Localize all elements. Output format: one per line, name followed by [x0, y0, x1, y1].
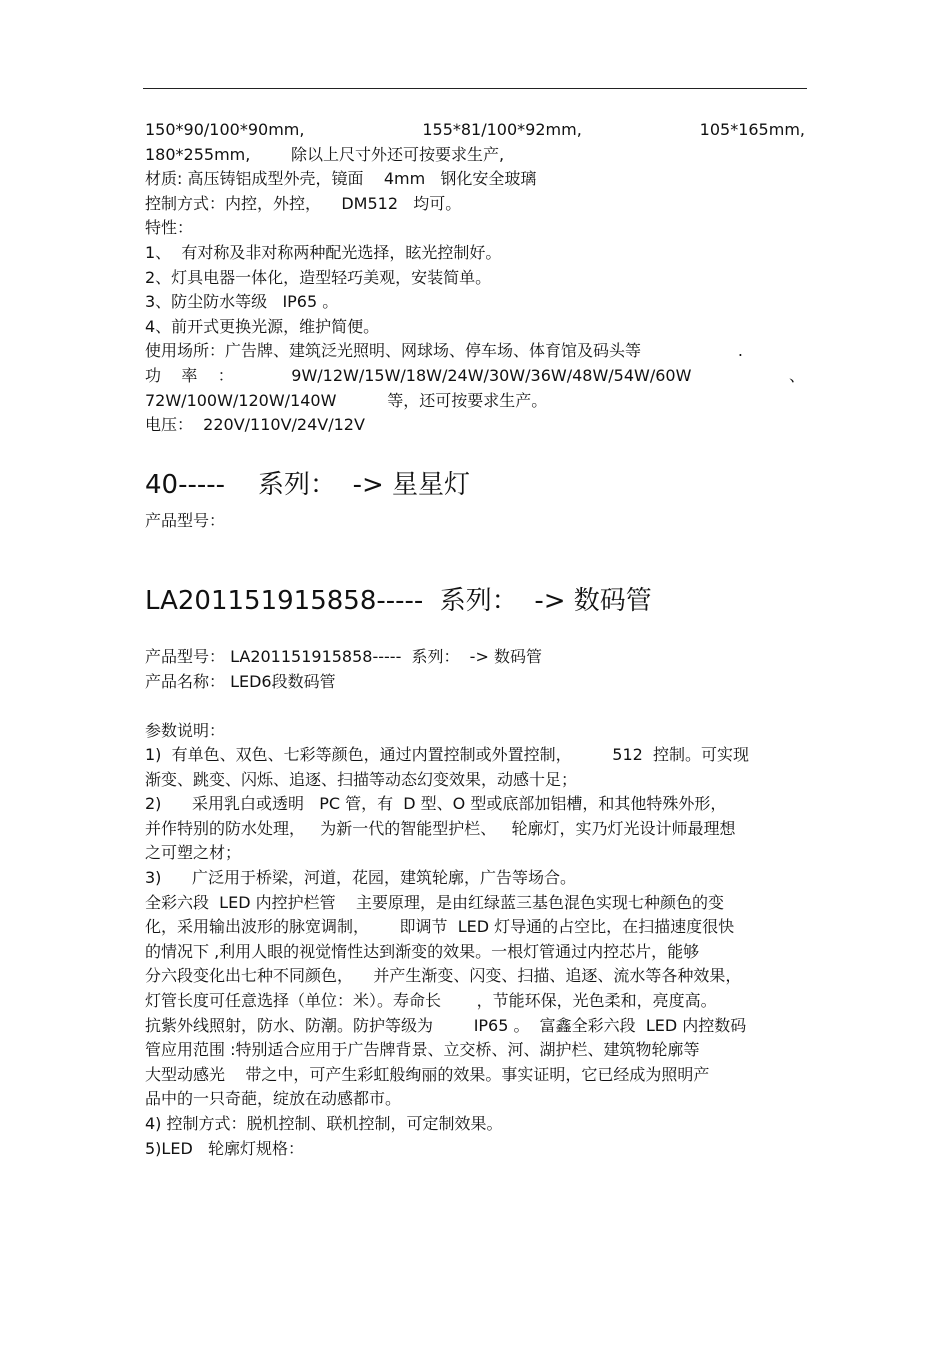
features-label: 特性： [145, 218, 194, 238]
body-line: 1) 有单色、双色、七彩等颜色，通过内置控制或外置控制， 512 控制。可实现 [145, 745, 749, 765]
feature-1: 1、 有对称及非对称两种配光选择，眩光控制好。 [145, 242, 502, 262]
body-line: 大型动感光 带之中，可产生彩虹般绚丽的效果。事实证明，它已经成为照明产 [145, 1064, 710, 1084]
document-body [145, 118, 805, 1161]
body-line: 2) 采用乳白或透明 PC 管，有 D 型、O 型或底部加铝槽，和其他特殊外形， [145, 794, 727, 814]
feature-3: 3、防尘防水等级 IP65 。 [145, 292, 339, 312]
section2-name-line: 产品名称： LED6段数码管 [145, 671, 336, 691]
feature-4: 4、前开式更换光源，维护简便。 [145, 316, 380, 336]
control-line: 控制方式：内控，外控， DM512 均可。 [145, 193, 462, 213]
body-line: 的情况下 ,利用人眼的视觉惰性达到渐变的效果。一根灯管通过内控芯片，能够 [145, 941, 700, 961]
material-line: 材质: 高压铸铝成型外壳，镜面 4mm 钢化安全玻璃 [145, 169, 537, 189]
sizes-line-2: 180*255mm, 除以上尺寸外还可按要求生产, [145, 144, 505, 164]
usage-line [145, 339, 805, 364]
size-3: 105*165mm, [699, 120, 805, 139]
body-line: 管应用范围 :特别适合应用于广告牌背景、立交桥、河、湖护栏、建筑物轮廓等 [145, 1040, 700, 1060]
section-heading-digital-tube: LA201151915858----- 系列： -> 数码管 [145, 586, 652, 617]
body-line: 全彩六段 LED 内控护栏管 主要原理，是由红绿蓝三基色混色实现七种颜色的变 [145, 892, 724, 912]
power-sep: 、 [788, 365, 805, 385]
size-2: 155*81/100*92mm, [422, 120, 582, 139]
body-line: 之可塑之材； [145, 843, 242, 863]
section-heading-star-light: 40----- 系列： -> 星星灯 [145, 469, 471, 500]
body-line: 4) 控制方式：脱机控制、联机控制，可定制效果。 [145, 1114, 503, 1133]
size-1: 150*90/100*90mm, [145, 120, 305, 139]
voltage-line: 电压： 220V/110V/24V/12V [145, 415, 365, 435]
section1-model-label: 产品型号： [145, 510, 226, 530]
power-line-2: 72W/100W/120W/140W 等，还可按要求生产。 [145, 390, 548, 410]
params-label: 参数说明： [145, 720, 226, 740]
body-line: 分六段变化出七种不同颜色， 并产生渐变、闪变、扫描、追逐、流水等各种效果， [145, 966, 742, 986]
body-line: 3) 广泛用于桥梁，河道，花园，建筑轮廓，广告等场合。 [145, 868, 576, 888]
spacer [145, 695, 805, 719]
usage-text: 使用场所：广告牌、建筑泛光照明、网球场、停车场、体育馆及码头等 [145, 341, 642, 361]
power-row [145, 364, 805, 389]
usage-dot: . [737, 341, 743, 361]
feature-2: 2、灯具电器一体化，造型轻巧美观，安装简单。 [145, 267, 492, 287]
power-label: 功 率 ： [145, 365, 234, 385]
body-line: 化，采用输出波形的脉宽调制， 即调节 LED 灯导通的占空比，在扫描速度很快 [145, 917, 735, 937]
sizes-row [145, 118, 805, 143]
body-line: 品中的一只奇葩，绽放在动感都市。 [145, 1089, 402, 1109]
body-line: 并作特别的防水处理， 为新一代的智能型护栏、 轮廓灯，实乃灯光设计师最理想 [145, 818, 736, 838]
power-values: 9W/12W/15W/18W/24W/30W/36W/48W/54W/60W [291, 365, 692, 385]
header-rule [143, 88, 807, 89]
body-line: 5)LED 轮廓灯规格： [145, 1138, 305, 1158]
body-line: 抗紫外线照射，防水、防潮。防护等级为 IP65 。 富鑫全彩六段 LED 内控数码 [145, 1015, 747, 1035]
body-line: 灯管长度可任意选择（单位：米）。寿命长 ，节能环保，光色柔和，亮度高。 [145, 991, 717, 1011]
body-line: 渐变、跳变、闪烁、追逐、扫描等动态幻变效果，动感十足； [145, 769, 578, 789]
section2-model-line: 产品型号： LA201151915858----- 系列： -> 数码管 [145, 647, 542, 667]
